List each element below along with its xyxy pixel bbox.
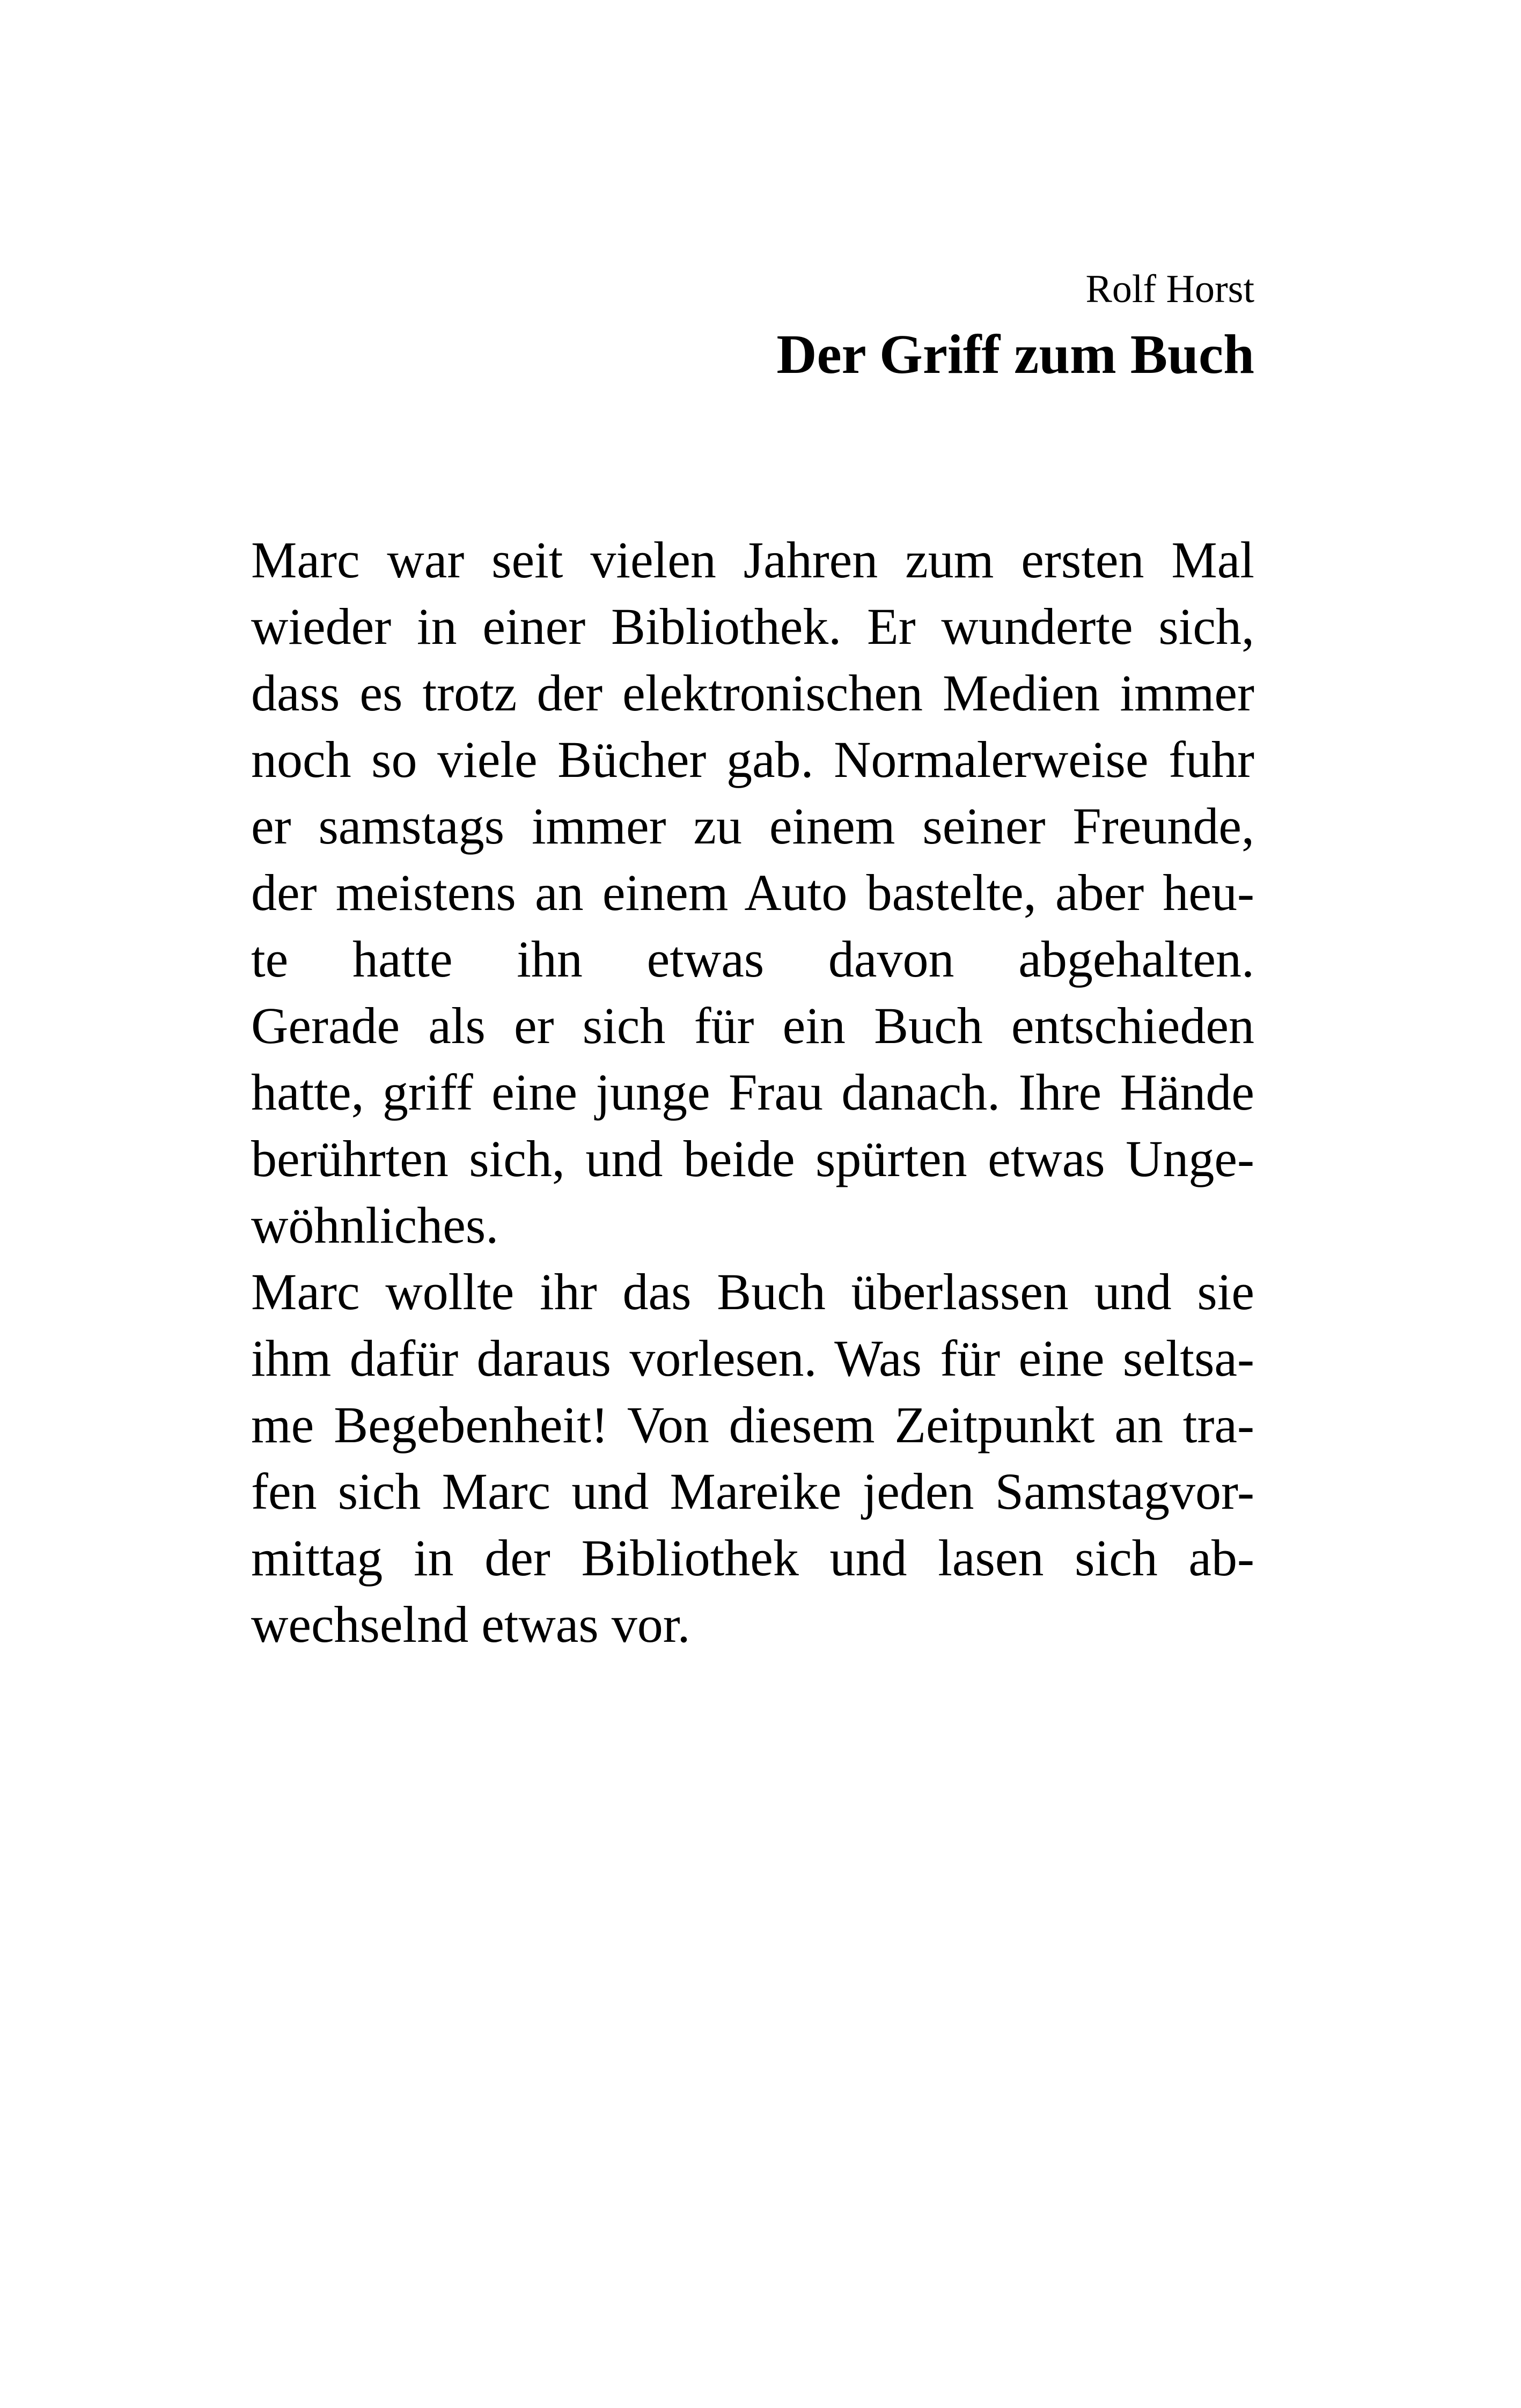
text-line: wechselnd etwas vor. [251, 1596, 690, 1653]
text-line: Gerade als er sich für ein Buch entschieden [251, 997, 1254, 1054]
story-body [251, 527, 1254, 1658]
author-name: Rolf Horst [1085, 267, 1254, 311]
story-title: Der Griff zum Buch [776, 324, 1254, 385]
paragraph-1 [251, 527, 1254, 1259]
text-line: ihm dafür daraus vorlesen. Was für eine seltsa- [251, 1330, 1254, 1387]
text-line: te hatte ihn etwas davon abgehalten. [251, 930, 1254, 988]
text-line: dass es trotz der elektronischen Medien immer [251, 664, 1254, 722]
text-line: mittag in der Bibliothek und lasen sich ab- [251, 1529, 1254, 1587]
text-line: Marc war seit vielen Jahren zum ersten Mal [251, 531, 1254, 589]
text-line: Marc wollte ihr das Buch überlassen und sie [251, 1263, 1254, 1320]
text-line: er samstags immer zu einem seiner Freunde, [251, 797, 1254, 855]
text-line: me Begebenheit! Von diesem Zeitpunkt an tra- [251, 1396, 1254, 1453]
paragraph-2 [251, 1259, 1254, 1658]
text-line: wieder in einer Bibliothek. Er wunderte sich, [251, 598, 1254, 655]
text-line: fen sich Marc und Mareike jeden Samstagvor- [251, 1463, 1254, 1520]
text-line: der meistens an einem Auto bastelte, aber heu- [251, 864, 1254, 921]
text-line: noch so viele Bücher gab. Normalerweise fuhr [251, 731, 1254, 788]
text-line: wöhnliches. [251, 1196, 499, 1254]
story-header [251, 262, 1254, 390]
text-line: berührten sich, und beide spürten etwas Unge- [251, 1130, 1254, 1187]
text-line: hatte, griff eine junge Frau danach. Ihre Hände [251, 1063, 1254, 1121]
